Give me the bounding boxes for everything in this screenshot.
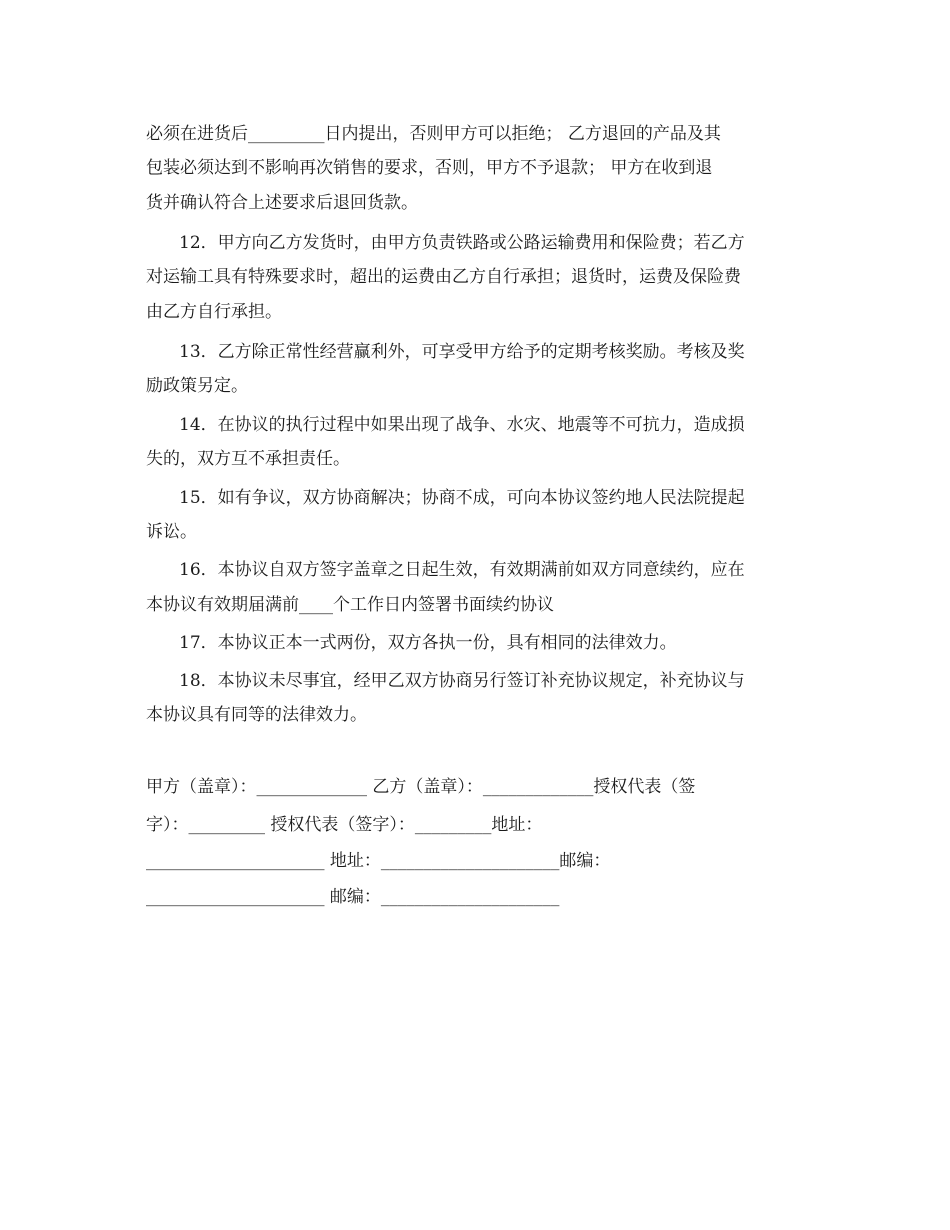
- clause-12: 12．甲方向乙方发货时，由甲方负责铁路或公路运输费用和保险费；若乙方: [179, 233, 745, 253]
- text-line: 本协议具有同等的法律效力。: [146, 705, 367, 725]
- text-line: 由乙方自行承担。: [146, 302, 282, 322]
- text-line: 对运输工具有特殊要求时，超出的运费由乙方自行承担；退货时，运费及保险费: [146, 267, 741, 287]
- text-line: 诉讼。: [146, 522, 197, 542]
- signature-line: 字）：_________ 授权代表（签字）：_________地址：: [146, 815, 543, 835]
- text-line: 失的，双方互不承担责任。: [146, 449, 350, 469]
- clause-16: 16．本协议自双方签字盖章之日起生效，有效期满前如双方同意续约，应在: [179, 560, 745, 580]
- clause-14: 14．在协议的执行过程中如果出现了战争、水灾、地震等不可抗力，造成损: [179, 415, 745, 435]
- text-line: 必须在进货后_________日内提出，否则甲方可以拒绝； 乙方退回的产品及其: [146, 124, 721, 144]
- signature-line: _____________________ 地址：_____________________邮编：: [146, 851, 611, 871]
- signature-line: _____________________ 邮编：_____________________: [146, 887, 560, 907]
- text-line: 包装必须达到不影响再次销售的要求，否则，甲方不予退款； 甲方在收到退: [146, 158, 713, 178]
- text-line: 本协议有效期届满前____个工作日内签署书面续约协议: [146, 595, 554, 615]
- clause-15: 15．如有争议，双方协商解决；协商不成，可向本协议签约地人民法院提起: [179, 488, 745, 508]
- clause-18: 18．本协议未尽事宜，经甲乙双方协商另行签订补充协议规定，补充协议与: [179, 671, 745, 691]
- clause-13: 13．乙方除正常性经营赢利外，可享受甲方给予的定期考核奖励。考核及奖: [179, 342, 745, 362]
- text-line: 励政策另定。: [146, 376, 248, 396]
- signature-line: 甲方（盖章）：_____________ 乙方（盖章）：_____________授权代表（签: [146, 777, 696, 797]
- clause-17: 17．本协议正本一式两份，双方各执一份，具有相同的法律效力。: [179, 633, 677, 653]
- text-line: 货并确认符合上述要求后退回货款。: [146, 193, 418, 213]
